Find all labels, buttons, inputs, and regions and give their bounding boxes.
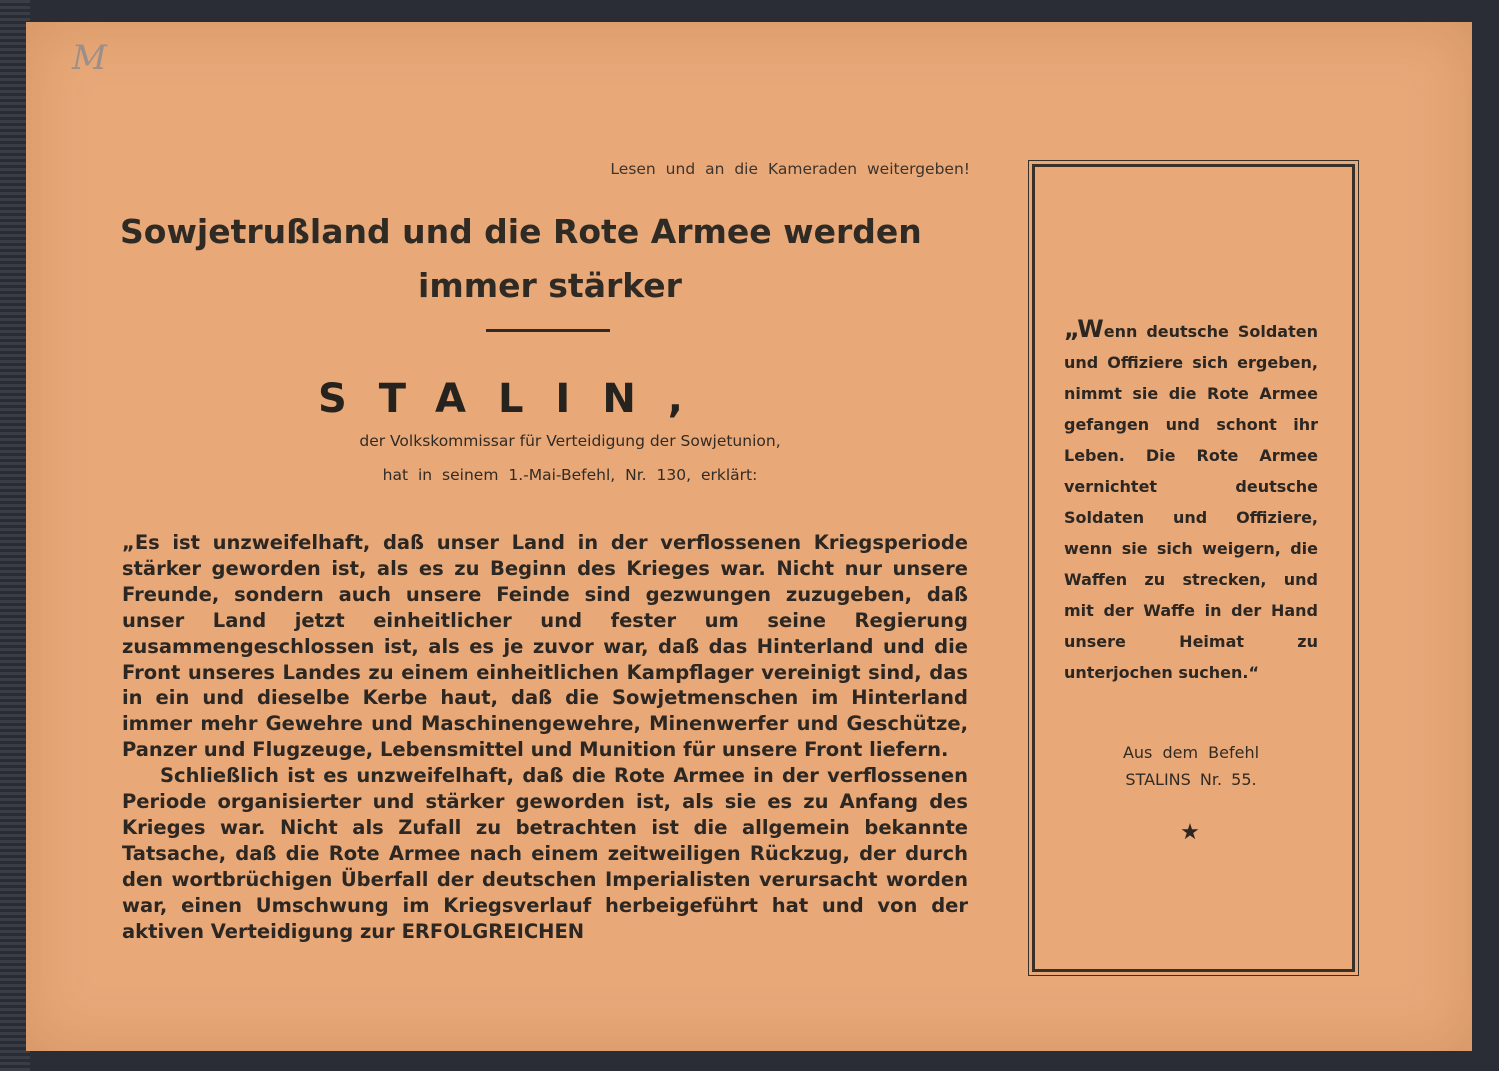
sidebar-quote [1064, 314, 1318, 688]
order-reference: hat in seinem 1.-Mai-Befehl, Nr. 130, erklärt: [382, 466, 758, 484]
star-icon: ★ [1180, 820, 1200, 845]
quote-opening: „W [1064, 315, 1104, 343]
name-subtitle: der Volkskommissar für Verteidigung der Sowjetunion, [359, 432, 781, 450]
stalin-name: STALIN, [318, 376, 715, 422]
quote-text: enn deutsche Soldaten und Offiziere sich ergeben, nimmt sie die Rote Armee gefangen und schont ihr Leben. Die Rote Armee vernichtet deutsche Soldaten und Offiziere, wenn sie sich weigern, die Waffen zu strecken, und mit der Waffe in der Hand unsere Heimat zu unterjochen suchen.“ [1064, 322, 1318, 682]
headline-line2: immer stärker [418, 266, 682, 305]
body-text [122, 530, 968, 945]
body-paragraph-1: „Es ist unzweifelhaft, daß unser Land in der verflossenen Kriegsperiode stärker geworden ist, als es zu Beginn des Krieges war. Nicht nur unsere Freunde, sondern auch unsere Feinde sind gezwungen zuzugeben, daß unser Land jetzt einheitlicher und fester um seine Regierung zusammengeschlossen ist, als es je zuvor war, daß das Hinterland und die Front unseres Landes zu einem einheitlichen Kampflager vereinigt sind, das in ein und dieselbe Kerbe haut, daß die Sowjetmenschen im Hinterland immer mehr Gewehre und Maschinengewehre, Minenwerfer und Geschütze, Panzer und Flugzeuge, Lebensmittel und Munition für unsere Front liefern. [122, 531, 968, 762]
headline: Sowjetrußland und die Rote Armee werden [120, 212, 922, 251]
handwritten-mark: M [72, 38, 105, 78]
quote-source-line2: STALINS Nr. 55. [1125, 770, 1257, 789]
pass-on-note: Lesen und an die Kameraden weitergeben! [610, 160, 970, 178]
body-paragraph-2: Schließlich ist es unzweifelhaft, daß die Rote Armee in der verflossenen Periode organisierter und stärker geworden ist, als sie es zu Anfang des Krieges war. Nicht als Zufall zu betrachten ist die allgemein bekannte Tatsache, daß die Rote Armee nach einem zeitweiligen Rückzug, der durch den wortbrüchigen Überfall der deutschen Imperialisten verursacht worden war, einen Umschwung im Kriegsverlauf herbeigeführt hat und von der aktiven Verteidigung zur ERFOLGREICHEN [122, 764, 968, 943]
quote-source-line1: Aus dem Befehl [1122, 743, 1260, 762]
divider-rule [486, 329, 610, 332]
